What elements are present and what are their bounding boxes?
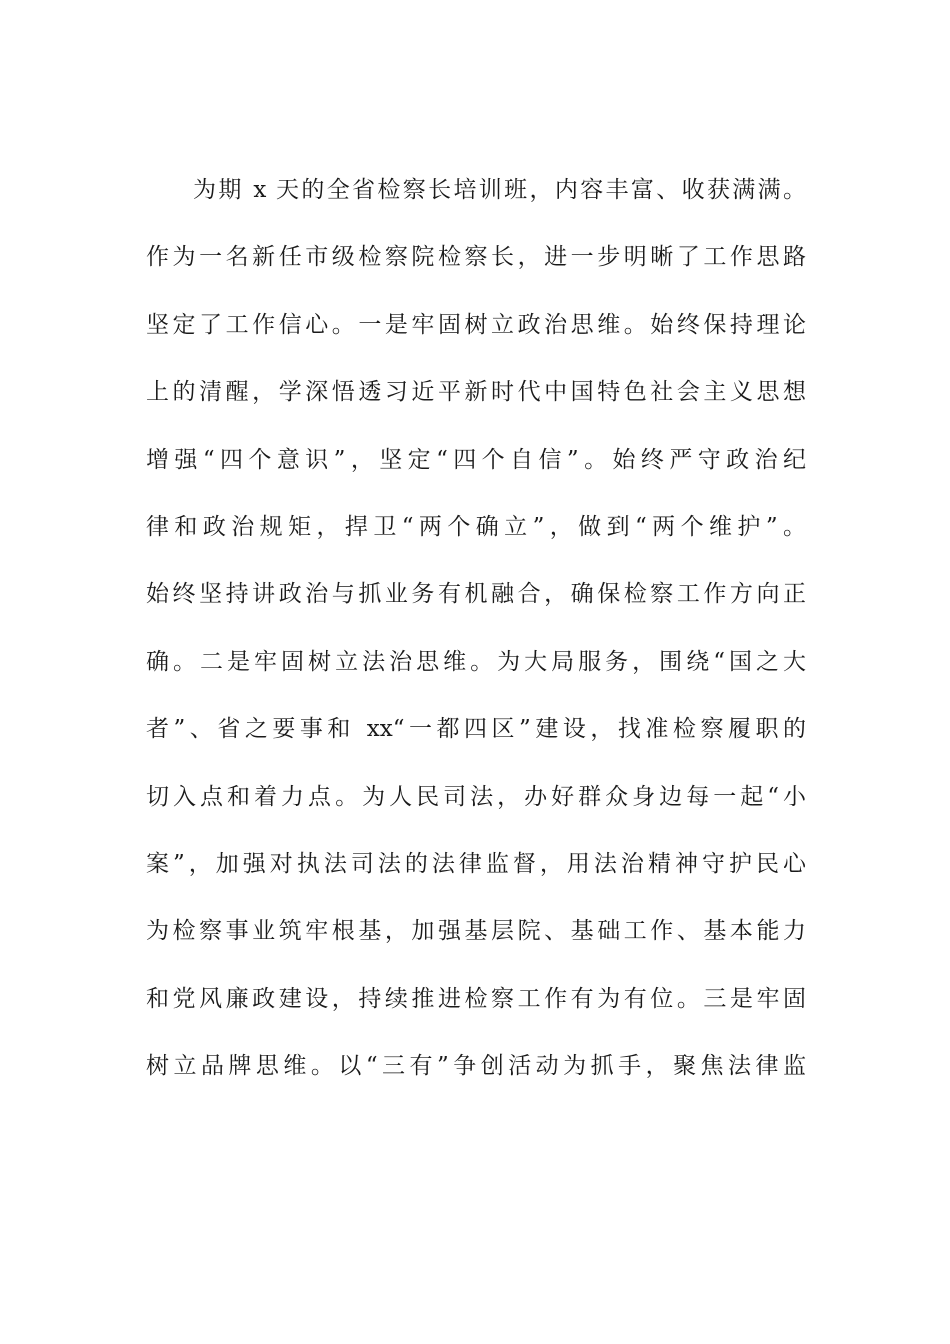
paragraph-line: 树立品牌思维。以“三有”争创活动为抓手，聚焦法律监: [146, 1053, 806, 1080]
paragraph-line: 切入点和着力点。为人民司法，办好群众身边每一起“小: [146, 783, 806, 810]
paragraph-line: 为期 x 天的全省检察长培训班，内容丰富、收获满满。: [193, 177, 806, 203]
paragraph-line: 确。二是牢固树立法治思维。为大局服务，围绕“国之大: [146, 648, 806, 675]
document-body: [146, 170, 806, 1113]
paragraph-line: 作为一名新任市级检察院检察长，进一步明晰了工作思路: [146, 244, 806, 271]
paragraph-line: 增强“四个意识”，坚定“四个自信”。始终严守政治纪: [146, 446, 806, 473]
paragraph-line: 者”、省之要事和 xx“一都四区”建设，找准检察履职的: [146, 716, 806, 743]
paragraph-line: 案”，加强对执法司法的法律监督，用法治精神守护民心: [146, 850, 806, 877]
paragraph-line: 为检察事业筑牢根基，加强基层院、基础工作、基本能力: [146, 918, 806, 945]
paragraph-line: 始终坚持讲政治与抓业务有机融合，确保检察工作方向正: [146, 581, 806, 608]
paragraph-line: 和党风廉政建设，持续推进检察工作有为有位。三是牢固: [146, 985, 806, 1012]
paragraph-line: 坚定了工作信心。一是牢固树立政治思维。始终保持理论: [146, 311, 806, 338]
paragraph-line: 上的清醒，学深悟透习近平新时代中国特色社会主义思想: [146, 379, 806, 406]
paragraph-line: 律和政治规矩，捍卫“两个确立”，做到“两个维护”。: [146, 513, 806, 540]
